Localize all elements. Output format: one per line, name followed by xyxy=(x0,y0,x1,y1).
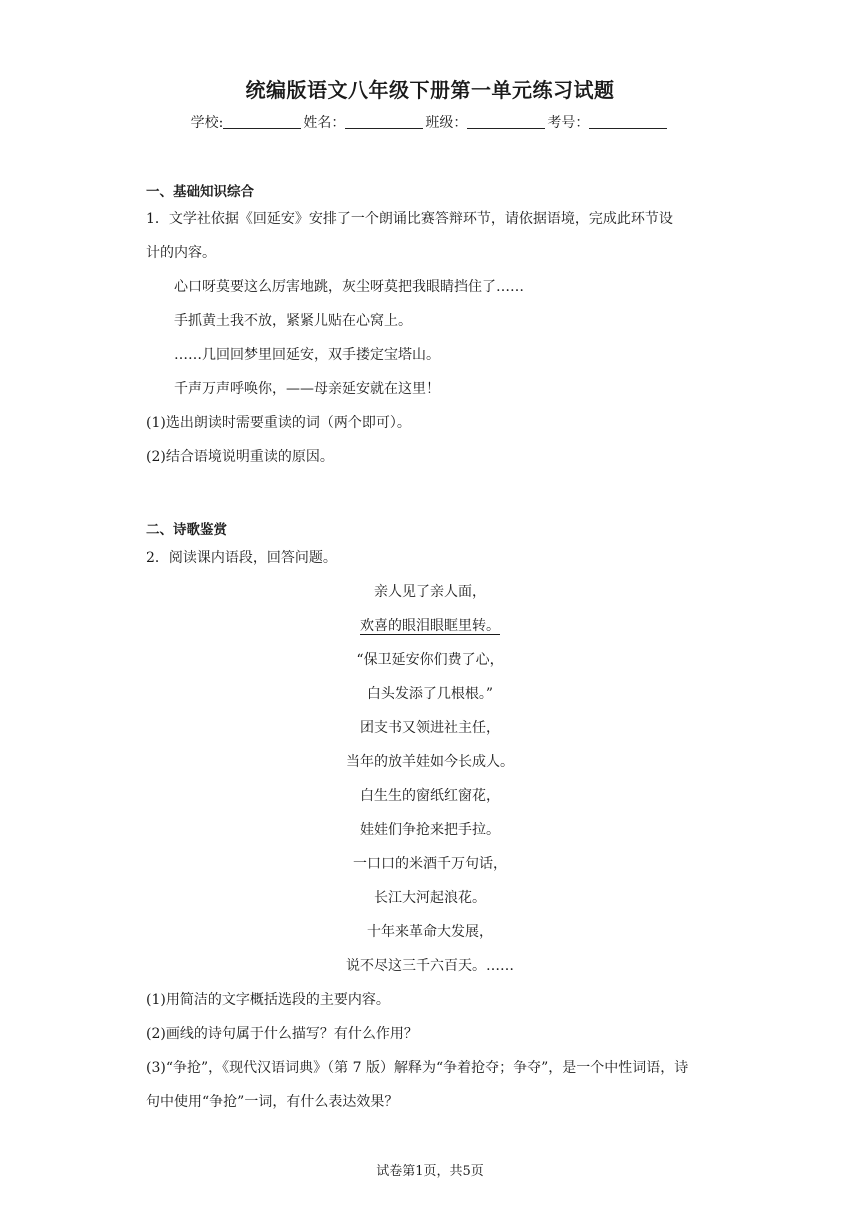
poem-line: 亲人见了亲人面， xyxy=(374,584,486,600)
poem-line: 手抓黄土我不放，紧紧儿贴在心窝上。 xyxy=(174,313,412,329)
school-blank[interactable] xyxy=(223,114,301,129)
question-2-stem: 2．阅读课内语段，回答问题。 xyxy=(146,550,337,566)
poem-line: 千声万声呼唤你，——母亲延安就在这里！ xyxy=(174,381,440,397)
poem-line: 十年来革命大发展， xyxy=(367,924,493,940)
poem-line: 当年的放羊娃如今长成人。 xyxy=(346,754,514,770)
poem-line: 白头发添了几根根。” xyxy=(366,686,494,702)
question-1-sub-1: (1)选出朗读时需要重读的词（两个即可）。 xyxy=(146,415,411,431)
underlined-verse: 欢喜的眼泪眼眶里转。 xyxy=(360,618,500,634)
poem-line: 说不尽这三千六百天。…… xyxy=(346,958,514,974)
question-2-sub-3-line2: 句中使用“争抢”一词，有什么表达效果？ xyxy=(146,1094,399,1110)
exam-no-label: 考号： xyxy=(547,115,590,131)
page-footer: 试卷第1页，共5页 xyxy=(376,1164,484,1179)
question-1-stem-line2: 计的内容。 xyxy=(146,245,216,261)
poem-line-underlined xyxy=(0,615,860,635)
poem-line: 娃娃们争抢来把手拉。 xyxy=(360,822,500,838)
poem-line: 团支书又领进社主任， xyxy=(360,720,500,736)
poem-line: “保卫延安你们费了心， xyxy=(356,652,504,668)
poem-line: ……几回回梦里回延安，双手搂定宝塔山。 xyxy=(174,347,440,363)
question-1-stem-line1: 1．文学社依据《回延安》安排了一个朗诵比赛答辩环节，请依据语境，完成此环节设 xyxy=(146,211,673,227)
page-title: 统编版语文八年级下册第一单元练习试题 xyxy=(245,78,615,102)
student-info-line xyxy=(0,112,860,132)
school-label: 学校: xyxy=(190,115,224,131)
class-label: 班级： xyxy=(425,115,468,131)
poem-line: 白生生的窗纸红窗花， xyxy=(360,788,500,804)
question-2-sub-1: (1)用简洁的文字概括选段的主要内容。 xyxy=(146,992,390,1008)
name-blank[interactable] xyxy=(345,114,423,129)
poem-line: 心口呀莫要这么厉害地跳，灰尘呀莫把我眼睛挡住了…… xyxy=(174,279,524,295)
question-1-sub-2: (2)结合语境说明重读的原因。 xyxy=(146,449,334,465)
exam-no-blank[interactable] xyxy=(589,114,667,129)
section-heading-basics: 一、基础知识综合 xyxy=(146,184,254,200)
section-heading-poetry: 二、诗歌鉴赏 xyxy=(146,522,227,538)
class-blank[interactable] xyxy=(467,114,545,129)
name-label: 姓名： xyxy=(303,115,346,131)
poem-line: 长江大河起浪花。 xyxy=(374,890,486,906)
question-2-sub-2: (2)画线的诗句属于什么描写？有什么作用？ xyxy=(146,1026,418,1042)
question-2-sub-3-line1: (3)“争抢”，《现代汉语词典》（第 7 版）解释为“争着抢夺；争夺”，是一个中性词语，诗 xyxy=(146,1060,689,1076)
poem-line: 一口口的米酒千万句话， xyxy=(353,856,507,872)
